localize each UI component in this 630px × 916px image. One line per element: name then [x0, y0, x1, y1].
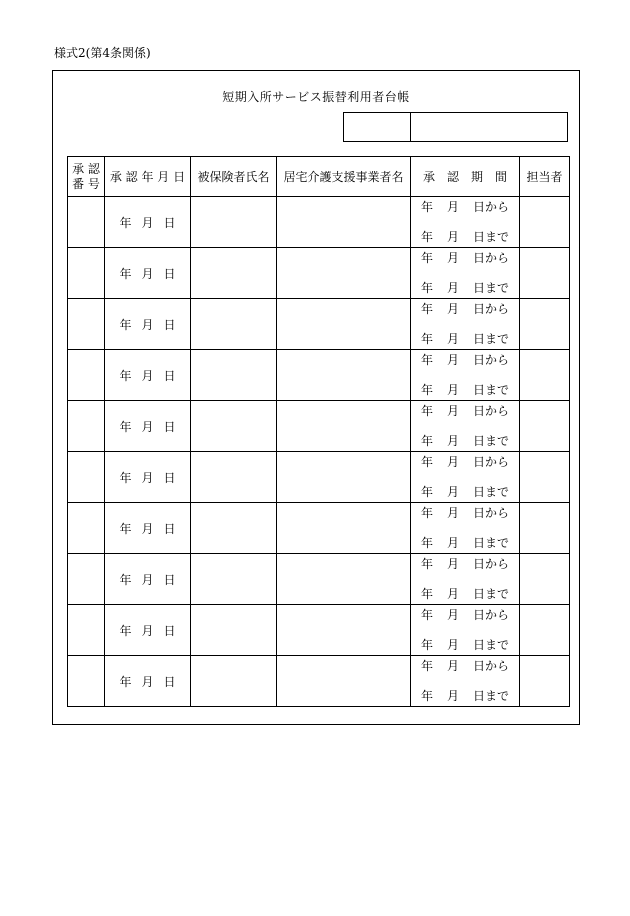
period-to-line [411, 281, 519, 295]
period-to-month-label: 月 [446, 485, 459, 499]
approval-period-cell[interactable] [411, 554, 520, 605]
period-from-day-label: 日から [473, 251, 510, 265]
period-from-year-label: 年 [420, 353, 433, 367]
period-to-month-label: 月 [446, 434, 459, 448]
provider-name-cell[interactable] [277, 197, 411, 248]
approval-number-cell[interactable] [68, 299, 105, 350]
ledger-row [68, 554, 570, 605]
approval-date-year-label: 年 [119, 521, 132, 536]
approval-period-cell[interactable] [411, 401, 520, 452]
staff-cell[interactable] [520, 248, 570, 299]
approval-period-cell[interactable] [411, 350, 520, 401]
approval-date-month-label: 月 [141, 521, 154, 536]
period-from-month-label: 月 [446, 353, 459, 367]
approval-date-day-label: 日 [163, 419, 176, 434]
form-number-label: 様式2(第4条関係) [54, 46, 151, 60]
period-from-year-label: 年 [420, 557, 433, 571]
ledger-row [68, 350, 570, 401]
period-to-year-label: 年 [420, 281, 433, 295]
period-from-day-label: 日から [473, 404, 510, 418]
staff-cell[interactable] [520, 197, 570, 248]
period-to-year-label: 年 [420, 332, 433, 346]
approval-date-cell[interactable] [105, 248, 191, 299]
period-to-year-label: 年 [420, 230, 433, 244]
approval-date-day-label: 日 [163, 572, 176, 587]
approval-date-year-label: 年 [119, 215, 132, 230]
approval-period-cell[interactable] [411, 197, 520, 248]
insured-name-cell[interactable] [191, 248, 277, 299]
period-from-line [411, 353, 519, 367]
period-from-year-label: 年 [420, 404, 433, 418]
period-from-year-label: 年 [420, 659, 433, 673]
period-from-year-label: 年 [420, 200, 433, 214]
period-to-day-label: 日まで [473, 536, 510, 550]
period-to-day-label: 日まで [473, 434, 510, 448]
period-to-month-label: 月 [446, 587, 459, 601]
period-from-year-label: 年 [420, 302, 433, 316]
approval-date-year-label: 年 [119, 674, 132, 689]
period-to-year-label: 年 [420, 383, 433, 397]
approval-date-day-label: 日 [163, 266, 176, 281]
approval-date-month-label: 月 [141, 623, 154, 638]
period-to-line [411, 434, 519, 448]
period-to-day-label: 日まで [473, 485, 510, 499]
period-from-year-label: 年 [420, 455, 433, 469]
period-from-line [411, 506, 519, 520]
period-to-line [411, 587, 519, 601]
approval-period-cell[interactable] [411, 656, 520, 707]
period-to-day-label: 日まで [473, 332, 510, 346]
staff-cell[interactable] [520, 656, 570, 707]
header-approval-period: 承 認 期 間 [411, 157, 520, 197]
approval-date-cell[interactable] [105, 299, 191, 350]
period-from-month-label: 月 [446, 557, 459, 571]
period-to-line [411, 485, 519, 499]
reference-boxes [343, 112, 568, 142]
period-from-year-label: 年 [420, 608, 433, 622]
header-insured-name: 被保険者氏名 [191, 157, 277, 197]
period-to-month-label: 月 [446, 281, 459, 295]
period-from-day-label: 日から [473, 506, 510, 520]
approval-date-day-label: 日 [163, 317, 176, 332]
period-from-line [411, 557, 519, 571]
approval-date-year-label: 年 [119, 368, 132, 383]
approval-number-cell[interactable] [68, 503, 105, 554]
header-staff: 担当者 [520, 157, 570, 197]
ledger-body [68, 197, 570, 707]
period-from-month-label: 月 [446, 455, 459, 469]
period-from-day-label: 日から [473, 302, 510, 316]
period-from-line [411, 659, 519, 673]
period-to-line [411, 230, 519, 244]
insured-name-cell[interactable] [191, 197, 277, 248]
period-from-day-label: 日から [473, 455, 510, 469]
period-from-line [411, 200, 519, 214]
approval-date-month-label: 月 [141, 419, 154, 434]
approval-date-month-label: 月 [141, 572, 154, 587]
period-to-month-label: 月 [446, 383, 459, 397]
approval-date-month-label: 月 [141, 215, 154, 230]
period-to-day-label: 日まで [473, 689, 510, 703]
period-to-day-label: 日まで [473, 383, 510, 397]
ledger-row [68, 401, 570, 452]
approval-date-day-label: 日 [163, 470, 176, 485]
period-to-month-label: 月 [446, 332, 459, 346]
approval-date-cell[interactable] [105, 401, 191, 452]
header-approval-number-line1: 承 認 [72, 161, 100, 176]
staff-cell[interactable] [520, 452, 570, 503]
ledger-header-row [68, 157, 570, 197]
staff-cell[interactable] [520, 401, 570, 452]
approval-number-cell[interactable] [68, 554, 105, 605]
provider-name-cell[interactable] [277, 401, 411, 452]
approval-date-year-label: 年 [119, 470, 132, 485]
approval-date-day-label: 日 [163, 368, 176, 383]
ledger-row [68, 503, 570, 554]
approval-date-cell[interactable] [105, 605, 191, 656]
approval-date-day-label: 日 [163, 674, 176, 689]
insured-name-cell[interactable] [191, 299, 277, 350]
approval-date-year-label: 年 [119, 572, 132, 587]
period-from-line [411, 608, 519, 622]
provider-name-cell[interactable] [277, 554, 411, 605]
header-provider-name: 居宅介護支援事業者名 [277, 157, 411, 197]
approval-number-cell[interactable] [68, 452, 105, 503]
approval-period-cell[interactable] [411, 605, 520, 656]
approval-number-cell[interactable] [68, 350, 105, 401]
approval-date-day-label: 日 [163, 521, 176, 536]
period-to-day-label: 日まで [473, 587, 510, 601]
period-from-day-label: 日から [473, 353, 510, 367]
provider-name-cell[interactable] [277, 248, 411, 299]
approval-date-month-label: 月 [141, 317, 154, 332]
period-to-month-label: 月 [446, 689, 459, 703]
ledger-row [68, 197, 570, 248]
insured-name-cell[interactable] [191, 605, 277, 656]
period-to-day-label: 日まで [473, 638, 510, 652]
approval-date-month-label: 月 [141, 368, 154, 383]
period-to-line [411, 638, 519, 652]
approval-date-cell[interactable] [105, 554, 191, 605]
staff-cell[interactable] [520, 350, 570, 401]
approval-date-cell[interactable] [105, 350, 191, 401]
insured-name-cell[interactable] [191, 401, 277, 452]
approval-period-cell[interactable] [411, 248, 520, 299]
approval-date-day-label: 日 [163, 623, 176, 638]
staff-cell[interactable] [520, 605, 570, 656]
approval-date-year-label: 年 [119, 419, 132, 434]
period-from-month-label: 月 [446, 506, 459, 520]
period-from-month-label: 月 [446, 200, 459, 214]
approval-date-year-label: 年 [119, 317, 132, 332]
period-from-day-label: 日から [473, 608, 510, 622]
period-to-day-label: 日まで [473, 230, 510, 244]
reference-box-label[interactable] [344, 113, 411, 141]
period-from-month-label: 月 [446, 404, 459, 418]
ledger-frame [52, 70, 580, 725]
provider-name-cell[interactable] [277, 605, 411, 656]
header-approval-number [68, 157, 105, 197]
approval-date-cell[interactable] [105, 503, 191, 554]
period-from-month-label: 月 [446, 251, 459, 265]
period-from-month-label: 月 [446, 659, 459, 673]
approval-number-cell[interactable] [68, 605, 105, 656]
staff-cell[interactable] [520, 299, 570, 350]
period-to-year-label: 年 [420, 485, 433, 499]
insured-name-cell[interactable] [191, 503, 277, 554]
period-to-year-label: 年 [420, 587, 433, 601]
approval-number-cell[interactable] [68, 656, 105, 707]
header-approval-date: 承 認 年 月 日 [105, 157, 191, 197]
period-to-day-label: 日まで [473, 281, 510, 295]
provider-name-cell[interactable] [277, 299, 411, 350]
approval-period-cell[interactable] [411, 299, 520, 350]
insured-name-cell[interactable] [191, 554, 277, 605]
period-from-year-label: 年 [420, 251, 433, 265]
period-from-line [411, 404, 519, 418]
provider-name-cell[interactable] [277, 452, 411, 503]
insured-name-cell[interactable] [191, 452, 277, 503]
ledger-row [68, 605, 570, 656]
approval-date-month-label: 月 [141, 470, 154, 485]
period-to-year-label: 年 [420, 689, 433, 703]
approval-number-cell[interactable] [68, 401, 105, 452]
approval-number-cell[interactable] [68, 197, 105, 248]
provider-name-cell[interactable] [277, 503, 411, 554]
period-to-month-label: 月 [446, 230, 459, 244]
period-to-month-label: 月 [446, 536, 459, 550]
ledger-table [67, 156, 570, 707]
document-title: 短期入所サービス振替利用者台帳 [222, 90, 410, 104]
approval-period-cell[interactable] [411, 452, 520, 503]
approval-date-cell[interactable] [105, 197, 191, 248]
approval-date-cell[interactable] [105, 656, 191, 707]
header-approval-number-line2: 番 号 [72, 176, 100, 191]
approval-number-cell[interactable] [68, 248, 105, 299]
approval-date-month-label: 月 [141, 266, 154, 281]
period-from-month-label: 月 [446, 302, 459, 316]
period-from-line [411, 302, 519, 316]
period-to-line [411, 332, 519, 346]
staff-cell[interactable] [520, 554, 570, 605]
reference-box-value[interactable] [411, 113, 567, 141]
period-from-day-label: 日から [473, 659, 510, 673]
provider-name-cell[interactable] [277, 656, 411, 707]
period-to-line [411, 689, 519, 703]
ledger-row [68, 299, 570, 350]
ledger-row [68, 452, 570, 503]
ledger-row [68, 656, 570, 707]
period-from-line [411, 251, 519, 265]
approval-date-month-label: 月 [141, 674, 154, 689]
period-to-month-label: 月 [446, 638, 459, 652]
staff-cell[interactable] [520, 503, 570, 554]
period-to-line [411, 383, 519, 397]
period-from-month-label: 月 [446, 608, 459, 622]
approval-date-year-label: 年 [119, 623, 132, 638]
insured-name-cell[interactable] [191, 656, 277, 707]
approval-date-cell[interactable] [105, 452, 191, 503]
period-to-year-label: 年 [420, 536, 433, 550]
approval-date-year-label: 年 [119, 266, 132, 281]
provider-name-cell[interactable] [277, 350, 411, 401]
approval-date-day-label: 日 [163, 215, 176, 230]
period-to-line [411, 536, 519, 550]
period-from-year-label: 年 [420, 506, 433, 520]
period-to-year-label: 年 [420, 434, 433, 448]
approval-period-cell[interactable] [411, 503, 520, 554]
period-from-line [411, 455, 519, 469]
period-from-day-label: 日から [473, 557, 510, 571]
period-to-year-label: 年 [420, 638, 433, 652]
insured-name-cell[interactable] [191, 350, 277, 401]
period-from-day-label: 日から [473, 200, 510, 214]
ledger-row [68, 248, 570, 299]
